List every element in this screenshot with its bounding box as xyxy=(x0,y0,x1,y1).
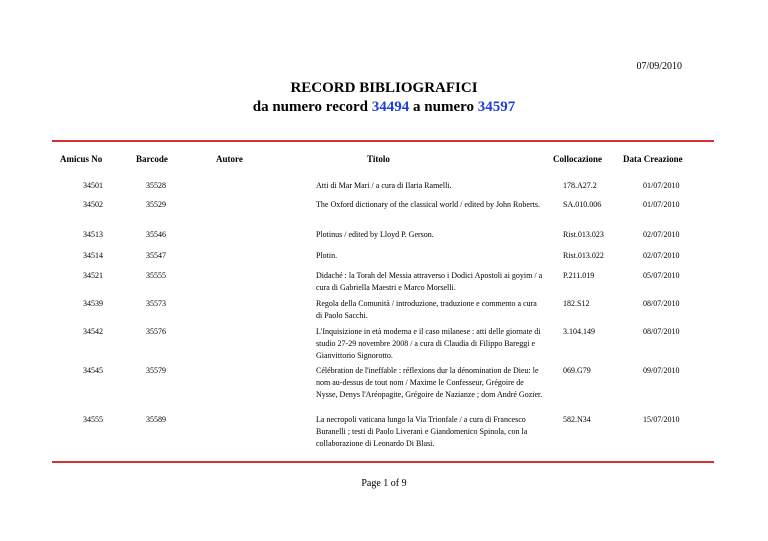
barcode: 35555 xyxy=(146,271,166,280)
collocazione: Rist.013.023 xyxy=(563,230,604,239)
data-creazione: 01/07/2010 xyxy=(643,181,680,190)
collocazione: SA.010.006 xyxy=(563,200,602,209)
subtitle-prefix: da numero record xyxy=(252,99,369,115)
data-creazione: 02/07/2010 xyxy=(643,251,680,260)
data-creazione: 02/07/2010 xyxy=(643,230,680,239)
amicus-no: 34545 xyxy=(83,366,103,375)
barcode: 35579 xyxy=(146,366,166,375)
titolo: Regola della Comunità / introduzione, traduzione e commento a cura di Paolo Sacchi. xyxy=(316,299,537,320)
collocazione: P.211.019 xyxy=(563,271,595,280)
amicus-no: 34555 xyxy=(83,415,103,424)
titolo: Atti di Mar Mari / a cura di Ilaria Ramelli. xyxy=(316,181,452,190)
amicus-no: 34521 xyxy=(83,271,103,280)
data-creazione: 15/07/2010 xyxy=(643,415,680,424)
titolo: La necropoli vaticana lungo la Via Trionfale / a cura di Francesco Buranelli ; testi di Paolo Liverani e Giandomenico Spinola, con la collaborazione di Leonardo Di Blasi. xyxy=(316,415,528,448)
titolo: Plotin. xyxy=(316,251,338,260)
amicus-no: 34513 xyxy=(83,230,103,239)
data-creazione: 05/07/2010 xyxy=(643,271,680,280)
collocazione: Rist.013.022 xyxy=(563,251,604,260)
report-subtitle xyxy=(0,98,768,117)
col-amicus: Amicus No xyxy=(60,154,103,164)
collocazione: 178.A27.2 xyxy=(563,181,597,190)
col-data-creazione: Data Creazione xyxy=(623,154,683,164)
titolo: Célébration de l'ineffable : réflexions dur la dénomination de Dieu: le nom au-dessus de tout nom / Maxime le Confesseur, Grégoire de Nysse, Denys l'Aréopagite, Grégoire de Nazianze ; dom André Gozier. xyxy=(316,366,543,399)
titolo: Didaché : la Torah del Messia attraverso i Dodici Apostoli ai goyim / a cura di Gabriella Maestri e Marco Morselli. xyxy=(316,271,543,292)
page-number: Page 1 of 9 xyxy=(361,478,407,489)
collocazione: 182.S12 xyxy=(563,299,590,308)
barcode: 35547 xyxy=(146,251,166,260)
amicus-no: 34502 xyxy=(83,200,103,209)
data-creazione: 01/07/2010 xyxy=(643,200,680,209)
col-titolo: Titolo xyxy=(367,154,390,164)
data-creazione: 08/07/2010 xyxy=(643,327,680,336)
col-barcode: Barcode xyxy=(136,154,168,164)
report-title: RECORD BIBLIOGRAFICI xyxy=(290,80,478,96)
data-creazione: 08/07/2010 xyxy=(643,299,680,308)
top-divider xyxy=(52,140,714,142)
amicus-no: 34542 xyxy=(83,327,103,336)
col-autore: Autore xyxy=(216,154,243,164)
titolo: Plotinus / edited by Lloyd P. Gerson. xyxy=(316,230,434,239)
record-from: 34494 xyxy=(371,99,410,115)
barcode: 35528 xyxy=(146,181,166,190)
col-collocazione: Collocazione xyxy=(553,154,602,164)
report-date: 07/09/2010 xyxy=(636,61,682,72)
barcode: 35589 xyxy=(146,415,166,424)
amicus-no: 34539 xyxy=(83,299,103,308)
barcode: 35546 xyxy=(146,230,166,239)
data-creazione: 09/07/2010 xyxy=(643,366,680,375)
amicus-no: 34501 xyxy=(83,181,103,190)
amicus-no: 34514 xyxy=(83,251,103,260)
collocazione: 3.104.149 xyxy=(563,327,595,336)
barcode: 35529 xyxy=(146,200,166,209)
titolo: L'Inquisizione in età moderna e il caso milanese : atti delle giornate di studio 27-29 novembre 2008 / a cura di Claudia di Filippo Bareggi e Gianvittorio Signorotto. xyxy=(316,327,541,360)
subtitle-mid: a numero xyxy=(413,99,474,115)
collocazione: 582.N34 xyxy=(563,415,591,424)
collocazione: 069.G79 xyxy=(563,366,591,375)
page-title xyxy=(0,79,768,117)
barcode: 35573 xyxy=(146,299,166,308)
bottom-divider xyxy=(52,461,714,463)
record-to: 34597 xyxy=(477,99,516,115)
titolo: The Oxford dictionary of the classical world / edited by John Roberts. xyxy=(316,200,540,209)
barcode: 35576 xyxy=(146,327,166,336)
